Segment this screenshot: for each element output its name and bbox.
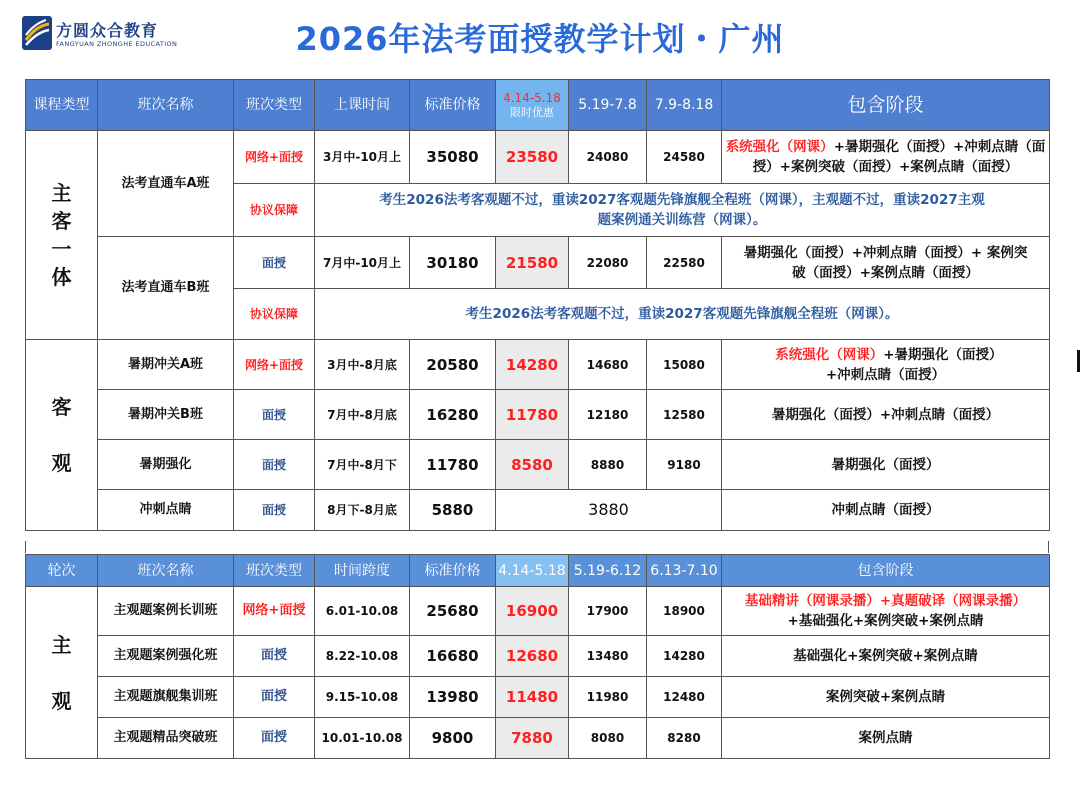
merged-price: 3880	[496, 490, 722, 531]
stages: 案例突破+案例点睛	[722, 677, 1050, 718]
stage-online: 系统强化（网课）	[725, 139, 834, 155]
standard-price: 35080	[410, 131, 496, 184]
stages	[722, 340, 1050, 390]
stage-rest: +暑期强化（面授）+冲刺点睛（面授）	[825, 346, 996, 383]
table-row	[26, 131, 1050, 184]
period-2-price: 12180	[569, 390, 647, 440]
class-time: 8月下-8月底	[315, 490, 410, 531]
table-row	[26, 677, 1050, 718]
table-row	[26, 636, 1050, 677]
stages: 暑期强化（面授）+冲刺点睛（面授）	[722, 390, 1050, 440]
class-time: 7月中-10月上	[315, 237, 410, 289]
promo-price: 7880	[496, 718, 569, 759]
table-row	[26, 390, 1050, 440]
stages: 暑期强化（面授）+冲刺点睛（面授）+ 案例突破（面授）+案例点睛（面授）	[722, 237, 1050, 289]
class-name: 暑期冲关B班	[98, 390, 234, 440]
table-row	[26, 440, 1050, 490]
stage-online: 基础精讲（网课录播）+真题破译（网课录播）	[744, 593, 1027, 609]
brand-logo	[22, 14, 178, 56]
class-name: 主观题案例强化班	[98, 636, 234, 677]
logo-subtitle: FANGYUAN ZHONGHE EDUCATION	[56, 40, 178, 48]
promo-price: 23580	[496, 131, 569, 184]
guarantee-text: 考生2026法考客观题不过，重读2027客观题先锋旗舰全程班（网课）。	[315, 289, 1050, 340]
col-period-2: 5.19-7.8	[569, 80, 647, 131]
stages: 暑期强化（面授）	[722, 440, 1050, 490]
col-promo: 4.14-5.18	[496, 555, 569, 587]
stages: 基础强化+案例突破+案例点睛	[722, 636, 1050, 677]
col-class-name: 班次名称	[98, 80, 234, 131]
class-name: 暑期冲关A班	[98, 340, 234, 390]
table-row	[26, 718, 1050, 759]
stage-online: 系统强化（网课）	[775, 346, 884, 363]
stage-rest: +暑期强化（面授）+冲刺点睛（面授）+案例突破（面授）+案例点睛（面授）	[752, 139, 1046, 175]
col-class-name: 班次名称	[98, 555, 234, 587]
standard-price: 16280	[410, 390, 496, 440]
class-type: 面授	[234, 237, 315, 289]
col-period-2: 5.19-6.12	[569, 555, 647, 587]
col-course-type: 课程类型	[26, 80, 98, 131]
promo-price: 21580	[496, 237, 569, 289]
guarantee-label: 协议保障	[234, 184, 315, 237]
class-type: 网络+面授	[234, 131, 315, 184]
col-round: 轮次	[26, 555, 98, 587]
logo-mark-icon	[22, 16, 52, 50]
stages: 冲刺点睛（面授）	[722, 490, 1050, 531]
standard-price: 9800	[410, 718, 496, 759]
promo-price: 11780	[496, 390, 569, 440]
course-table-subjective	[25, 554, 1050, 759]
col-stages: 包含阶段	[722, 555, 1050, 587]
col-promo	[496, 80, 569, 131]
table-header-row	[26, 80, 1050, 131]
standard-price: 25680	[410, 587, 496, 636]
class-time: 10.01-10.08	[315, 718, 410, 759]
col-standard-price: 标准价格	[410, 555, 496, 587]
class-name: 暑期强化	[98, 440, 234, 490]
class-type: 面授	[234, 718, 315, 759]
table-row	[26, 237, 1050, 289]
class-time: 7月中-8月下	[315, 440, 410, 490]
class-name: 法考直通车A班	[98, 131, 234, 237]
class-name: 主观题案例长训班	[98, 587, 234, 636]
standard-price: 30180	[410, 237, 496, 289]
period-2-price: 14680	[569, 340, 647, 390]
period-2-price: 17900	[569, 587, 647, 636]
class-type: 网络+面授	[234, 340, 315, 390]
class-type: 面授	[234, 636, 315, 677]
table-row	[26, 340, 1050, 390]
class-type: 面授	[234, 390, 315, 440]
period-2-price: 8080	[569, 718, 647, 759]
standard-price: 5880	[410, 490, 496, 531]
promo-price: 12680	[496, 636, 569, 677]
stage-rest: +基础强化+案例突破+案例点睛	[787, 613, 984, 629]
period-3-price: 14280	[647, 636, 722, 677]
category-objective: 客 观	[26, 340, 98, 531]
table-row	[26, 587, 1050, 636]
class-name: 冲刺点睛	[98, 490, 234, 531]
class-type: 面授	[234, 490, 315, 531]
class-time: 3月中-10月上	[315, 131, 410, 184]
period-2-price: 11980	[569, 677, 647, 718]
standard-price: 11780	[410, 440, 496, 490]
category-subjective: 主 观	[26, 587, 98, 759]
col-class-type: 班次类型	[234, 80, 315, 131]
standard-price: 13980	[410, 677, 496, 718]
col-class-type: 班次类型	[234, 555, 315, 587]
standard-price: 16680	[410, 636, 496, 677]
col-time-span: 时间跨度	[315, 555, 410, 587]
guarantee-label: 协议保障	[234, 289, 315, 340]
period-2-price: 24080	[569, 131, 647, 184]
promo-price: 8580	[496, 440, 569, 490]
course-table-main	[25, 79, 1050, 531]
class-time: 3月中-8月底	[315, 340, 410, 390]
page-title: 2026年法考面授教学计划・广州	[295, 20, 785, 58]
period-3-price: 12580	[647, 390, 722, 440]
period-3-price: 9180	[647, 440, 722, 490]
period-2-price: 22080	[569, 237, 647, 289]
class-type: 网络+面授	[234, 587, 315, 636]
logo-name: 方圆众合教育	[56, 21, 159, 40]
class-time: 7月中-8月底	[315, 390, 410, 440]
period-3-price: 15080	[647, 340, 722, 390]
category-main: 主 客 一 体	[26, 131, 98, 340]
promo-price: 11480	[496, 677, 569, 718]
table-separator	[25, 541, 1049, 553]
promo-date: 4.14-5.18	[503, 91, 561, 105]
col-stages: 包含阶段	[722, 80, 1050, 131]
class-type: 面授	[234, 440, 315, 490]
period-3-price: 18900	[647, 587, 722, 636]
class-time: 8.22-10.08	[315, 636, 410, 677]
col-period-3: 6.13-7.10	[647, 555, 722, 587]
promo-price: 16900	[496, 587, 569, 636]
class-name: 主观题旗舰集训班	[98, 677, 234, 718]
col-class-time: 上课时间	[315, 80, 410, 131]
period-2-price: 8880	[569, 440, 647, 490]
col-period-3: 7.9-8.18	[647, 80, 722, 131]
stages	[722, 587, 1050, 636]
period-3-price: 24580	[647, 131, 722, 184]
class-time: 9.15-10.08	[315, 677, 410, 718]
class-time: 6.01-10.08	[315, 587, 410, 636]
stages: 案例点睛	[722, 718, 1050, 759]
class-name: 法考直通车B班	[98, 237, 234, 340]
class-name: 主观题精品突破班	[98, 718, 234, 759]
table-header-row	[26, 555, 1050, 587]
table-row	[26, 490, 1050, 531]
standard-price: 20580	[410, 340, 496, 390]
col-standard-price: 标准价格	[410, 80, 496, 131]
period-3-price: 8280	[647, 718, 722, 759]
guarantee-text: 考生2026法考客观题不过，重读2027客观题先锋旗舰全程班（网课），主观题不过，重读2027主观题案例通关训练营（网课）。	[315, 184, 1050, 237]
stages	[722, 131, 1050, 184]
period-3-price: 12480	[647, 677, 722, 718]
period-3-price: 22580	[647, 237, 722, 289]
class-type: 面授	[234, 677, 315, 718]
promo-label: 限时优惠	[510, 106, 554, 119]
promo-price: 14280	[496, 340, 569, 390]
period-2-price: 13480	[569, 636, 647, 677]
